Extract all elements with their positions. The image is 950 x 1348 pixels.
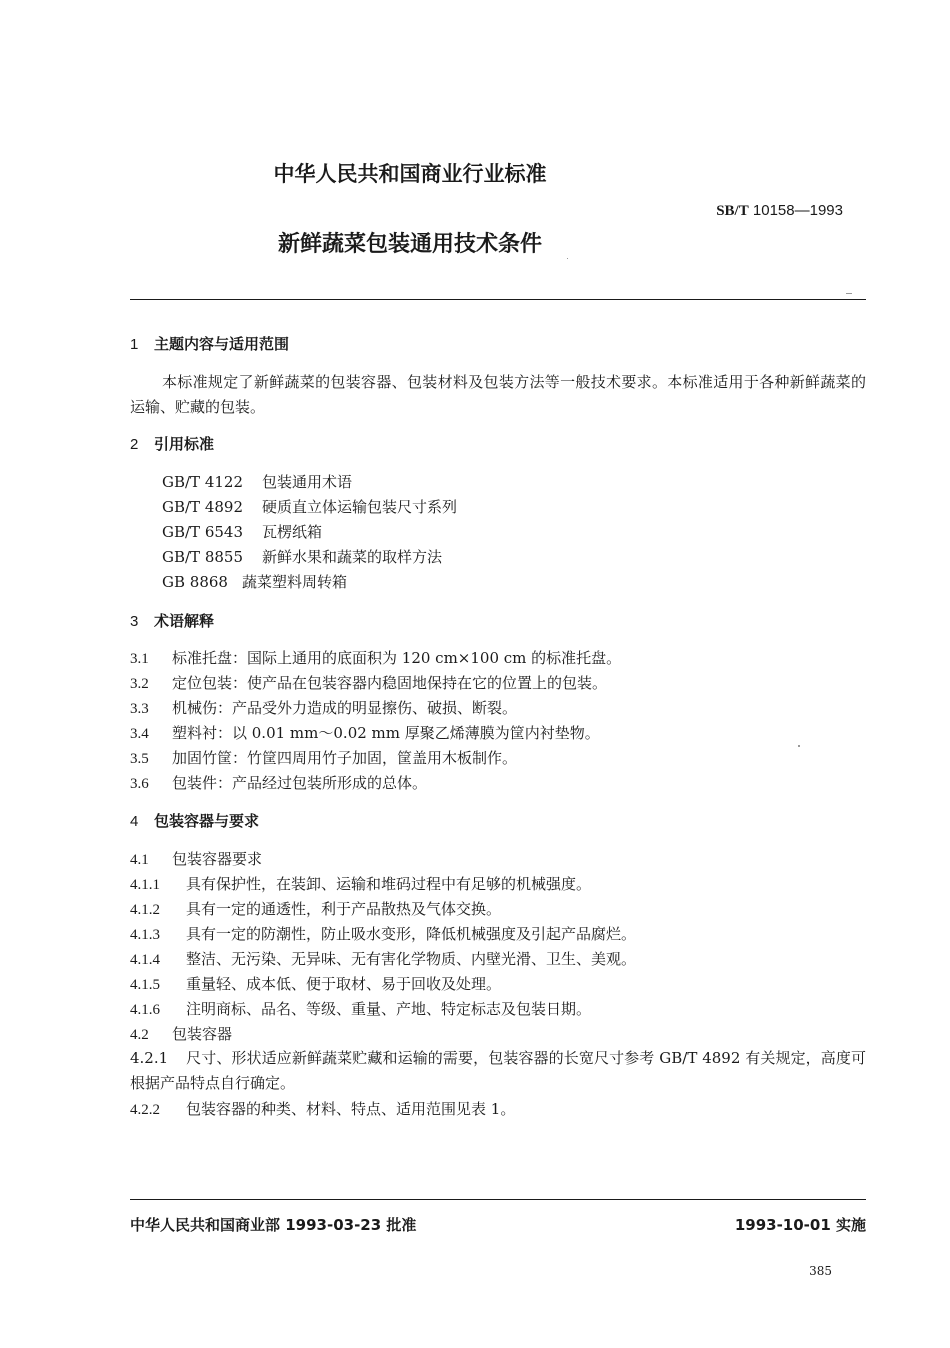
reference-item	[162, 546, 442, 567]
clause-item	[130, 948, 636, 969]
clause-number: 4.2	[130, 1027, 149, 1043]
clause-number: 4.2.2	[130, 1102, 160, 1118]
clause-text: 具有保护性，在装卸、运输和堆码过程中有足够的机械强度。	[186, 875, 592, 893]
clause-item	[130, 747, 517, 768]
clause-number: 4.1.4	[130, 952, 160, 968]
section-1-paragraph: 本标准规定了新鲜蔬菜的包装容器、包装材料及包装方法等一般技术要求。本标准适用于各种新鲜蔬菜的运输、贮藏的包装。	[130, 373, 866, 416]
reference-item	[162, 496, 457, 517]
section-3-heading	[130, 610, 214, 631]
reference-code: GB/T 6543	[162, 523, 244, 541]
clause-item	[130, 772, 427, 793]
clause-text: 包装容器要求	[172, 850, 263, 868]
reference-name: 瓦楞纸箱	[262, 523, 323, 541]
reference-item	[162, 471, 352, 492]
clause-text: 重量轻、成本低、便于取材、易于回收及处理。	[186, 975, 502, 993]
clause-text: 机械伤：产品受外力造成的明显擦伤、破损、断裂。	[172, 699, 518, 717]
clause-text: 包装容器的种类、材料、特点、适用范围见表 1。	[186, 1100, 516, 1118]
scan-speck	[798, 745, 800, 747]
clause-item	[130, 898, 501, 919]
reference-code: GB/T 4892	[162, 498, 244, 516]
clause-item	[130, 1098, 515, 1119]
clause-text: 尺寸、形状适应新鲜蔬菜贮藏和运输的需要，包装容器的长宽尺寸参考 GB/T 4892 有关规定，高度可根据产品特点自行确定。	[130, 1049, 866, 1092]
section-1-heading	[130, 333, 289, 354]
section-title: 包装容器与要求	[154, 812, 260, 830]
clause-text: 包装容器	[172, 1025, 233, 1043]
reference-name: 新鲜水果和蔬菜的取样方法	[262, 548, 443, 566]
approval-statement: 中华人民共和国商业部 1993-03-23 批准	[130, 1216, 417, 1234]
clause-text: 标准托盘：国际上通用的底面积为 120 cm×100 cm 的标准托盘。	[172, 649, 622, 667]
footer-rule	[130, 1199, 866, 1200]
document-title: 新鲜蔬菜包装通用技术条件	[277, 232, 542, 257]
standard-code-number: 10158—1993	[752, 202, 843, 219]
reference-name: 硬质直立体运输包装尺寸系列	[262, 498, 458, 516]
clause-number: 4.1.6	[130, 1002, 160, 1018]
clause-item	[130, 848, 262, 869]
section-2-heading	[130, 433, 214, 454]
clause-text: 加固竹筐：竹筐四周用竹子加固，筐盖用木板制作。	[172, 749, 518, 767]
clause-text: 具有一定的通透性，利于产品散热及气体交换。	[186, 900, 502, 918]
section-title: 引用标准	[154, 435, 215, 453]
clause-item	[130, 998, 591, 1019]
clause-number: 3.3	[130, 701, 149, 717]
reference-item	[162, 571, 347, 592]
clause-text: 具有一定的防潮性，防止吸水变形，降低机械强度及引起产品腐烂。	[186, 925, 637, 943]
reference-code: GB/T 4122	[162, 473, 244, 491]
clause-item	[130, 697, 517, 718]
header-rule	[130, 299, 866, 300]
clause-item	[130, 923, 636, 944]
effective-date: 1993-10-01 实施	[734, 1216, 866, 1234]
section-title: 术语解释	[154, 612, 215, 630]
clause-item	[130, 647, 621, 668]
standard-category-title: 中华人民共和国商业行业标准	[273, 162, 547, 186]
clause-item	[130, 1046, 866, 1096]
section-number: 2	[130, 436, 139, 453]
reference-item	[162, 521, 322, 542]
clause-number: 4.1.2	[130, 902, 160, 918]
clause-number: 4.1.3	[130, 927, 160, 943]
scan-speck	[567, 258, 568, 259]
clause-number: 3.1	[130, 651, 149, 667]
clause-number: 3.2	[130, 676, 149, 692]
standard-code-prefix: SB/T	[716, 203, 749, 219]
clause-number: 3.6	[130, 776, 149, 792]
clause-item	[130, 672, 607, 693]
clause-number: 4.1.5	[130, 977, 160, 993]
scan-speck	[846, 293, 852, 294]
section-number: 1	[130, 336, 139, 353]
clause-number: 3.5	[130, 751, 149, 767]
clause-item	[130, 722, 600, 743]
clause-text: 整洁、无污染、无异味、无有害化学物质、内壁光滑、卫生、美观。	[186, 950, 637, 968]
clause-item	[130, 1023, 232, 1044]
clause-text: 定位包装：使产品在包装容器内稳固地保持在它的位置上的包装。	[172, 674, 608, 692]
reference-name: 蔬菜塑料周转箱	[242, 573, 348, 591]
section-4-heading	[130, 810, 259, 831]
clause-text: 注明商标、品名、等级、重量、产地、特定标志及包装日期。	[186, 1000, 592, 1018]
clause-text: 塑料衬：以 0.01 mm～0.02 mm 厚聚乙烯薄膜为筐内衬垫物。	[172, 724, 600, 742]
clause-item	[130, 973, 501, 994]
reference-code: GB/T 8855	[162, 548, 244, 566]
reference-name: 包装通用术语	[262, 473, 353, 491]
clause-text: 包装件：产品经过包装所形成的总体。	[172, 774, 428, 792]
clause-item	[130, 873, 591, 894]
clause-number: 3.4	[130, 726, 149, 742]
standard-code	[716, 202, 843, 220]
clause-number: 4.1	[130, 852, 149, 868]
clause-number: 4.2.1	[130, 1049, 169, 1067]
reference-code: GB 8868	[162, 573, 228, 591]
clause-number: 4.1.1	[130, 877, 160, 893]
section-title: 主题内容与适用范围	[154, 335, 290, 353]
page-number: 385	[809, 1264, 832, 1278]
section-number: 4	[130, 813, 139, 830]
section-number: 3	[130, 613, 139, 630]
